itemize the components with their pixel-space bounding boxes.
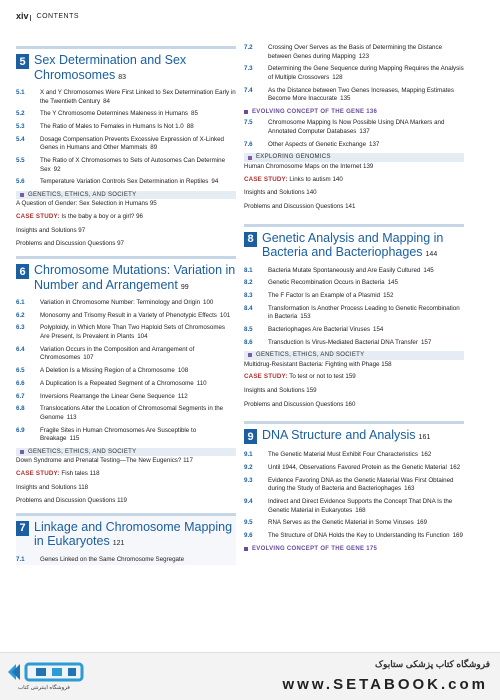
toc-entry[interactable]: 5.4 Dosage Compensation Prevents Excessive Expression of X-Linked Genes in Humans and Other Mammals 89 — [16, 135, 224, 152]
square-bullet-icon — [244, 547, 248, 551]
section-list — [244, 451, 464, 540]
toc-entry[interactable]: 6.9 Fragile Sites in Human Chromosomes Are Susceptible to Breakage 115 — [16, 426, 197, 443]
evolving-concept[interactable] — [244, 545, 464, 553]
chapter-title: Sex Determination and Sex Chromosomes 83 — [34, 53, 187, 82]
section-list — [244, 119, 464, 149]
page-header — [16, 8, 79, 24]
toc-entry[interactable]: 8.3 The F Factor Is an Example of a Plasmid 152 — [244, 291, 394, 299]
store-name: فروشگاه کتاب پزشکی ستابوک — [375, 659, 490, 669]
running-title: CONTENTS — [36, 12, 80, 20]
toc-entry[interactable]: 5.5 The Ratio of X Chromosomes to Sets of Autosomes Can Determine Sex 92 — [16, 157, 226, 173]
chapter-number: 5 — [16, 54, 29, 69]
toc-entry[interactable]: 5.2 The Y Chromosome Determines Maleness in Humans 85 — [16, 110, 198, 118]
insights-solutions[interactable]: Insights and Solutions 97 — [16, 226, 86, 234]
section-list — [16, 89, 236, 187]
chapter-heading[interactable] — [244, 421, 464, 444]
toc-entry[interactable]: 8.6 Transduction Is Virus-Mediated Bacterial DNA Transfer 157 — [244, 338, 432, 346]
chapter-title: DNA Structure and Analysis 161 — [262, 428, 431, 443]
chapter-page: 121 — [112, 540, 125, 548]
case-study[interactable]: CASE STUDY: Is the baby a boy or a girl? 96 — [16, 213, 143, 221]
right-column — [244, 44, 464, 560]
toc-entry[interactable]: 9.2 Until 1944, Observations Favored Protein as the Genetic Material 162 — [244, 463, 461, 471]
chapter-page: 161 — [418, 434, 431, 442]
section-list — [244, 44, 464, 104]
feature-box — [16, 448, 236, 466]
toc-entry[interactable]: 6.7 Inversions Rearrange the Linear Gene Sequence 112 — [16, 392, 188, 400]
toc-entry[interactable]: 6.2 Monosomy and Trisomy Result in a Variety of Phenotypic Effects 101 — [16, 311, 231, 319]
toc-entry[interactable]: 6.5 A Deletion Is a Missing Region of a Chromosome 108 — [16, 367, 189, 375]
header-divider — [30, 15, 31, 21]
problems-questions[interactable]: Problems and Discussion Questions 97 — [16, 240, 124, 248]
feature-box — [16, 191, 236, 209]
square-bullet-icon — [20, 193, 24, 197]
square-bullet-icon — [248, 156, 252, 160]
square-bullet-icon — [244, 110, 248, 114]
toc-entry[interactable]: 9.6 The Structure of DNA Holds the Key to Understanding Its Function 169 — [244, 532, 463, 539]
store-banner — [0, 652, 500, 700]
chapter-9 — [244, 421, 464, 553]
feature-text[interactable]: Multidrug-Resistant Bacteria: Fighting with Phage 158 — [244, 360, 392, 368]
toc-entry[interactable]: 9.4 Indirect and Direct Evidence Supports the Concept That DNA Is the Genetic Material in Eukaryotes 168 — [244, 497, 453, 514]
feature-text[interactable]: Down Syndrome and Prenatal Testing—The New Eugenics? 117 — [16, 457, 193, 465]
feature-text[interactable]: A Question of Gender: Sex Selection in Humans 95 — [16, 200, 157, 208]
toc-entry[interactable]: 9.3 Evidence Favoring DNA as the Genetic Material Was First Obtained during the Study of Bacteria and Bacteriophages 163 — [244, 476, 454, 493]
chapter-7-continued — [244, 44, 464, 212]
setabook-logo[interactable] — [4, 658, 86, 696]
section-list — [16, 556, 236, 565]
toc-entry[interactable]: 8.4 Transformation Is Another Process Leading to Genetic Recombination in Bacteria 153 — [244, 304, 460, 321]
square-bullet-icon — [248, 353, 252, 357]
section-list — [244, 267, 464, 348]
toc-entry[interactable]: 8.1 Bacteria Mutate Spontaneously and Are Easily Cultured 145 — [244, 266, 434, 274]
chapter-7 — [16, 513, 236, 565]
chapter-heading[interactable] — [16, 256, 236, 292]
insights-solutions[interactable]: Insights and Solutions 140 — [244, 189, 317, 197]
feature-box — [244, 351, 464, 369]
chapter-6 — [16, 256, 236, 506]
case-study[interactable]: CASE STUDY: Links to autism 140 — [244, 175, 343, 183]
toc-entry[interactable]: 6.1 Variation in Chromosome Number: Terminology and Origin 100 — [16, 299, 214, 307]
toc-entry[interactable]: 8.5 Bacteriophages Are Bacterial Viruses 154 — [244, 325, 384, 333]
chapter-page: 99 — [180, 283, 189, 291]
chapter-number: 9 — [244, 429, 257, 444]
chapter-heading[interactable] — [16, 513, 236, 549]
toc-entry[interactable]: 6.6 A Duplication Is a Repeated Segment of a Chromosome 110 — [16, 379, 207, 387]
left-column — [16, 46, 236, 572]
chapter-number: 8 — [244, 232, 257, 247]
chapter-heading[interactable] — [244, 224, 464, 260]
feature-label: GENETICS, ETHICS, AND SOCIETY — [244, 351, 464, 359]
problems-questions[interactable]: Problems and Discussion Questions 141 — [244, 202, 356, 210]
square-bullet-icon — [20, 450, 24, 454]
toc-entry[interactable]: 7.5 Chromosome Mapping Is Now Possible Using DNA Markers and Annotated Computer Databases 137 — [244, 119, 445, 136]
logo-subtitle: فروشگاه اینترنتی کتاب — [18, 685, 70, 691]
insights-solutions[interactable]: Insights and Solutions 159 — [244, 386, 317, 394]
toc-entry[interactable]: 9.1 The Genetic Material Must Exhibit Four Characteristics 162 — [244, 451, 432, 459]
toc-entry[interactable]: 5.6 Temperature Variation Controls Sex Determination in Reptiles 94 — [16, 178, 219, 186]
toc-entry[interactable]: 7.1 Genes Linked on the Same Chromosome Segregate — [16, 555, 185, 563]
section-list — [16, 299, 236, 444]
feature-label: GENETICS, ETHICS, AND SOCIETY — [16, 191, 236, 199]
chapter-title: Linkage and Chromosome Mapping in Eukaryotes 121 — [34, 519, 233, 549]
setabook-logo-icon — [4, 658, 86, 686]
feature-box — [244, 153, 464, 171]
toc-entry[interactable]: 5.3 The Ratio of Males to Females in Humans Is Not 1.0 88 — [16, 123, 194, 131]
evolving-label: EVOLVING CONCEPT OF THE GENE 175 — [244, 545, 464, 553]
chapter-number: 6 — [16, 264, 29, 279]
feature-label: EXPLORING GENOMICS — [244, 153, 464, 161]
evolving-label: EVOLVING CONCEPT OF THE GENE 136 — [244, 108, 464, 116]
toc-entry[interactable]: 9.5 RNA Serves as the Genetic Material in Some Viruses 169 — [244, 519, 428, 527]
chapter-page: 144 — [425, 251, 438, 259]
toc-entry[interactable]: 7.6 Other Aspects of Genetic Exchange 137 — [244, 140, 380, 148]
toc-entry[interactable]: 7.2 Crossing Over Serves as the Basis of Determining the Distance between Genes during Mapping 123 — [244, 44, 443, 60]
store-url-link[interactable]: www.SETABOOK.com — [282, 676, 488, 693]
chapter-number: 7 — [16, 521, 29, 536]
case-study[interactable]: CASE STUDY: Fish tales 118 — [16, 469, 100, 477]
chapter-title: Chromosome Mutations: Variation in Number and Arrangement 99 — [34, 263, 236, 292]
feature-text[interactable]: Human Chromosome Maps on the Internet 139 — [244, 162, 374, 170]
toc-entry[interactable]: 6.4 Variation Occurs in the Composition and Arrangement of Chromosomes 107 — [16, 345, 195, 362]
chapter-title: Genetic Analysis and Mapping in Bacteria and Bacteriophages 144 — [262, 230, 444, 260]
problems-questions[interactable]: Problems and Discussion Questions 160 — [244, 400, 356, 408]
chapter-heading[interactable] — [16, 46, 236, 82]
page-number: xiv — [16, 11, 29, 21]
evolving-concept[interactable] — [244, 108, 464, 116]
toc-entry[interactable]: 7.4 As the Distance between Two Genes Increases, Mapping Estimates Become More Inaccurate 135 — [244, 86, 454, 103]
problems-questions[interactable]: Problems and Discussion Questions 119 — [16, 497, 127, 505]
toc-entry[interactable]: 8.2 Genetic Recombination Occurs in Bacteria 145 — [244, 279, 398, 287]
toc-entry[interactable]: 6.3 Polyploidy, in Which More Than Two Haploid Sets of Chromosomes Are Present, Is Prevalent in Plants 104 — [16, 324, 226, 341]
toc-entry[interactable]: 5.1 X and Y Chromosomes Were First Linked to Sex Determination Early in the Twentieth Century 84 — [16, 89, 236, 105]
chapter-page: 83 — [118, 73, 127, 81]
insights-solutions[interactable]: Insights and Solutions 118 — [16, 483, 89, 491]
toc-entry[interactable]: 7.3 Determining the Gene Sequence during Mapping Requires the Analysis of Multiple Crossovers 128 — [244, 65, 464, 82]
toc-entry[interactable]: 6.8 Translocations Alter the Location of Chromosomal Segments in the Genome 113 — [16, 405, 224, 421]
case-study[interactable]: CASE STUDY: To test or not to test 159 — [244, 373, 356, 381]
chapter-8 — [244, 224, 464, 410]
feature-label: GENETICS, ETHICS, AND SOCIETY — [16, 448, 236, 456]
chapter-5 — [16, 46, 236, 249]
